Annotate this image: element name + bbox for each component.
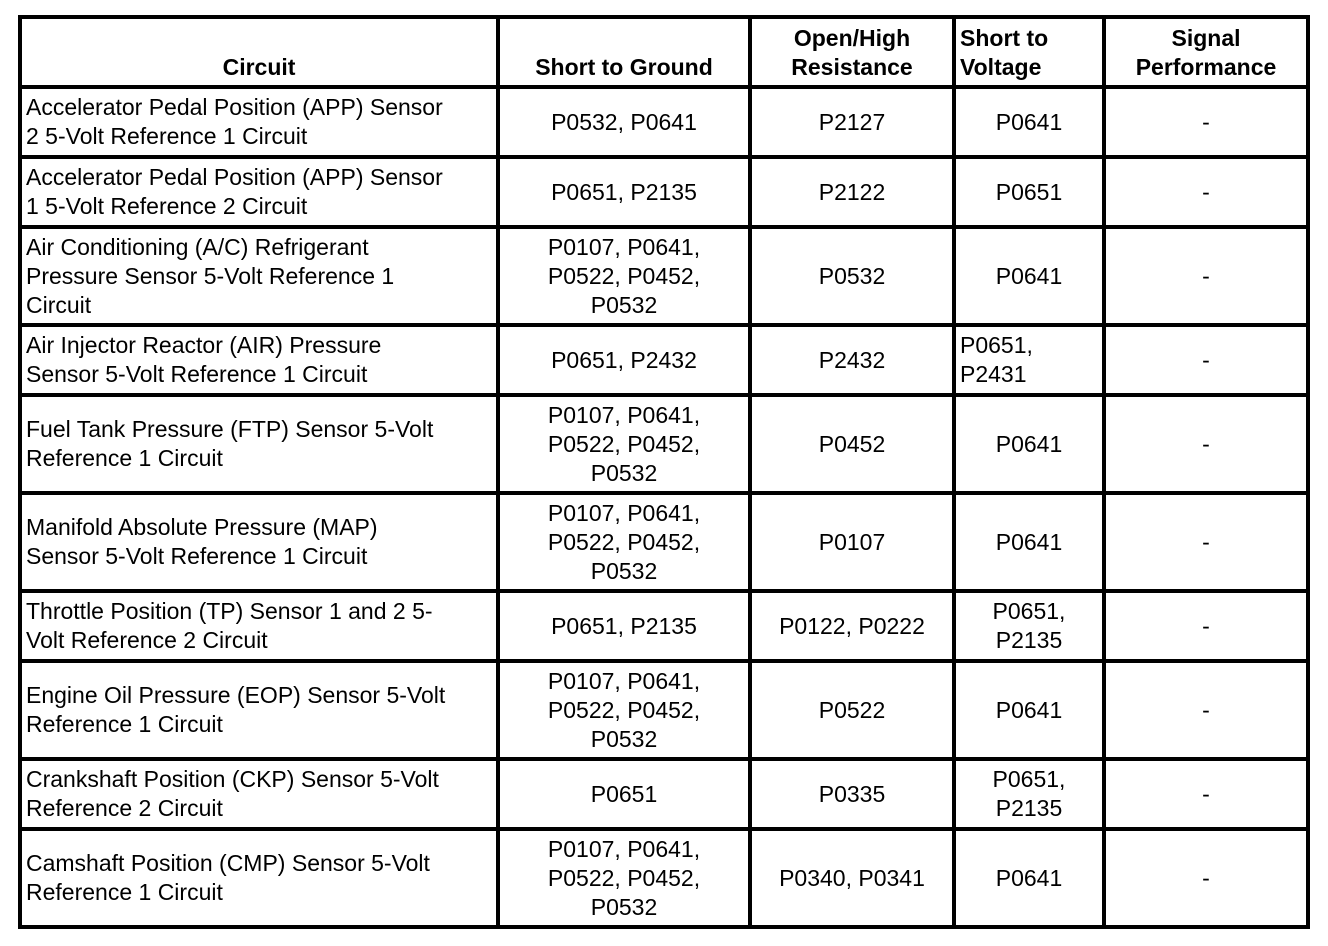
cell-open-high-resistance: P2127 [750, 87, 954, 157]
cell-short-to-voltage: P0641 [954, 227, 1104, 325]
cell-circuit: Throttle Position (TP) Sensor 1 and 2 5- Volt Reference 2 Circuit [20, 591, 498, 661]
table-row [20, 87, 1308, 157]
table-row [20, 157, 1308, 227]
cell-circuit: Air Injector Reactor (AIR) Pressure Sensor 5-Volt Reference 1 Circuit [20, 325, 498, 395]
cell-signal-performance: - [1104, 829, 1308, 927]
cell-circuit: Accelerator Pedal Position (APP) Sensor 1 5-Volt Reference 2 Circuit [20, 157, 498, 227]
dtc-circuit-table [18, 15, 1310, 929]
cell-open-high-resistance: P0452 [750, 395, 954, 493]
cell-circuit: Crankshaft Position (CKP) Sensor 5-Volt Reference 2 Circuit [20, 759, 498, 829]
cell-short-to-voltage: P0641 [954, 661, 1104, 759]
cell-short-to-ground: P0651 [498, 759, 750, 829]
cell-signal-performance: - [1104, 493, 1308, 591]
cell-short-to-ground: P0107, P0641, P0522, P0452, P0532 [498, 227, 750, 325]
cell-short-to-voltage: P0641 [954, 829, 1104, 927]
cell-open-high-resistance: P0107 [750, 493, 954, 591]
header-short-to-voltage: Short to Voltage [954, 17, 1104, 87]
cell-short-to-voltage: P0641 [954, 493, 1104, 591]
cell-short-to-ground: P0651, P2135 [498, 157, 750, 227]
cell-short-to-ground: P0107, P0641, P0522, P0452, P0532 [498, 829, 750, 927]
table-row [20, 759, 1308, 829]
cell-signal-performance: - [1104, 661, 1308, 759]
cell-short-to-ground: P0651, P2432 [498, 325, 750, 395]
cell-circuit: Air Conditioning (A/C) Refrigerant Pressure Sensor 5-Volt Reference 1 Circuit [20, 227, 498, 325]
cell-signal-performance: - [1104, 591, 1308, 661]
cell-circuit: Camshaft Position (CMP) Sensor 5-Volt Reference 1 Circuit [20, 829, 498, 927]
table-row [20, 395, 1308, 493]
cell-signal-performance: - [1104, 325, 1308, 395]
cell-circuit: Engine Oil Pressure (EOP) Sensor 5-Volt Reference 1 Circuit [20, 661, 498, 759]
cell-short-to-voltage: P0651, P2135 [954, 591, 1104, 661]
cell-signal-performance: - [1104, 157, 1308, 227]
cell-short-to-ground: P0107, P0641, P0522, P0452, P0532 [498, 661, 750, 759]
table-row [20, 493, 1308, 591]
cell-short-to-ground: P0107, P0641, P0522, P0452, P0532 [498, 395, 750, 493]
cell-short-to-voltage: P0641 [954, 395, 1104, 493]
cell-short-to-voltage: P0651, P2431 [954, 325, 1104, 395]
cell-open-high-resistance: P0522 [750, 661, 954, 759]
header-signal-performance: Signal Performance [1104, 17, 1308, 87]
cell-circuit: Manifold Absolute Pressure (MAP) Sensor 5-Volt Reference 1 Circuit [20, 493, 498, 591]
cell-short-to-ground: P0651, P2135 [498, 591, 750, 661]
cell-signal-performance: - [1104, 87, 1308, 157]
cell-signal-performance: - [1104, 395, 1308, 493]
header-row [20, 17, 1308, 87]
header-short-to-ground: Short to Ground [498, 17, 750, 87]
table-row [20, 227, 1308, 325]
cell-short-to-voltage: P0651, P2135 [954, 759, 1104, 829]
cell-short-to-voltage: P0651 [954, 157, 1104, 227]
cell-signal-performance: - [1104, 227, 1308, 325]
cell-open-high-resistance: P0532 [750, 227, 954, 325]
table-header [20, 17, 1308, 87]
cell-short-to-voltage: P0641 [954, 87, 1104, 157]
table-row [20, 591, 1308, 661]
table-body [20, 87, 1308, 927]
table-row [20, 829, 1308, 927]
table-row [20, 325, 1308, 395]
cell-open-high-resistance: P0122, P0222 [750, 591, 954, 661]
cell-open-high-resistance: P2432 [750, 325, 954, 395]
cell-open-high-resistance: P0335 [750, 759, 954, 829]
cell-circuit: Accelerator Pedal Position (APP) Sensor 2 5-Volt Reference 1 Circuit [20, 87, 498, 157]
cell-short-to-ground: P0532, P0641 [498, 87, 750, 157]
table-row [20, 661, 1308, 759]
cell-open-high-resistance: P0340, P0341 [750, 829, 954, 927]
cell-circuit: Fuel Tank Pressure (FTP) Sensor 5-Volt Reference 1 Circuit [20, 395, 498, 493]
header-circuit: Circuit [20, 17, 498, 87]
cell-signal-performance: - [1104, 759, 1308, 829]
header-open-high-resistance: Open/High Resistance [750, 17, 954, 87]
cell-open-high-resistance: P2122 [750, 157, 954, 227]
cell-short-to-ground: P0107, P0641, P0522, P0452, P0532 [498, 493, 750, 591]
